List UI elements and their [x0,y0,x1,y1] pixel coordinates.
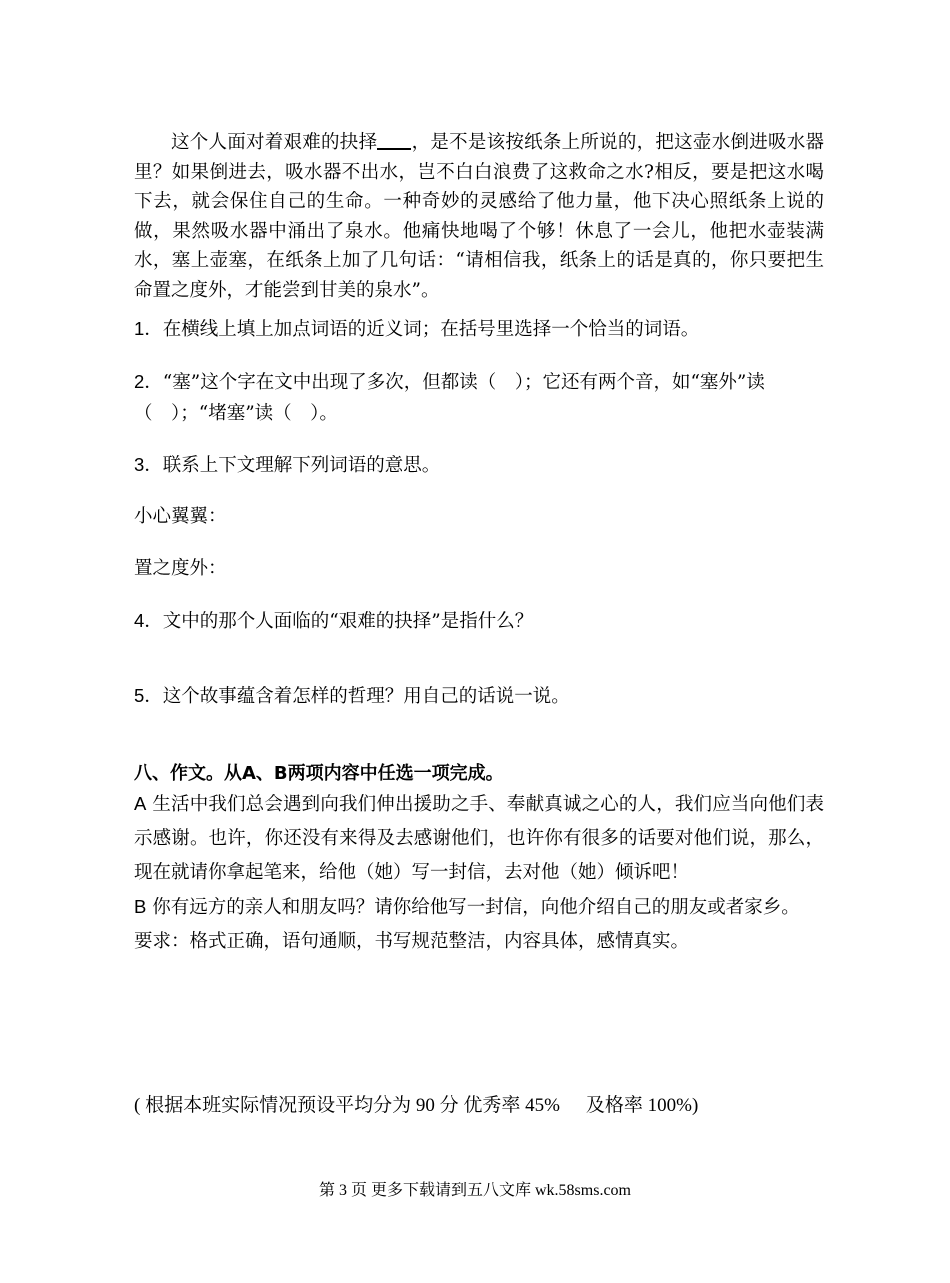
section-title: 八、作文。从A、B两项内容中任选一项完成。 [134,763,504,784]
passage-text-start: 这个人面对着艰难的抉择 [171,132,378,153]
question-1 [134,313,824,345]
question-text: 文中的那个人面临的“艰难的抉择”是指什么？ [162,611,534,632]
option-b-letter: B [134,896,147,917]
score-note-main: ( 根据本班实际情况预设平均分为 90 分 优秀率 45% [134,1095,560,1116]
term-item [134,501,824,532]
question-text: “塞”这个字在文中出现了多次，但都读（ ）；它还有两个音，如“塞外”读（ ）；“堵塞”读（ ）。 [134,372,765,424]
question-3 [134,449,824,481]
score-note-pass-rate: 及格率 100%) [585,1095,699,1116]
question-text: 这个故事蕴含着怎样的哲理？用自己的话说一说。 [162,686,570,707]
option-b [134,890,824,925]
question-number: 1． [134,318,163,339]
option-b-text: 你有远方的亲人和朋友吗？请你给他写一封信，向他介绍自己的朋友或者家乡。 [146,897,800,918]
option-a-letter: A [134,793,147,814]
score-note [134,1092,824,1120]
passage-text-rest: ，是不是该按纸条上所说的，把这壶水倒进吸水器里？如果倒进去，吸水器不出水，岂不白白浪费了这救命之水?相反，要是把这水喝下去，就会保住自己的生命。一种奇妙的灵感给了他力量，他下决心照纸条上说的做，果然吸水器中涌出了泉水。他痛快地喝了个够！休息了一会儿，他把水壶装满水，塞上壶塞，在纸条上加了几句话：“请相信我，纸条上的话是真的，你只要把生命置之度外，才能尝到甘美的泉水”。 [134,132,824,301]
term-text: 小心翼翼： [134,506,227,527]
reading-passage [134,128,824,305]
term-item [134,553,824,584]
question-text: 在横线上填上加点词语的近义词；在括号里选择一个恰当的词语。 [162,319,700,340]
question-5 [134,680,824,712]
question-number: 3． [134,454,163,475]
term-text: 置之度外： [134,558,227,579]
page-footer: 第 3 页 更多下载请到五八文库 wk.58sms.com [318,1182,631,1199]
essay-instructions [134,787,824,959]
option-a-text: 生活中我们总会遇到向我们伸出援助之手、奉献真诚之心的人，我们应当向他们表示感谢。也许，你还没有来得及去感谢他们，也许你有很多的话要对他们说，那么，现在就请你拿起笔来，给他（她）写一封信，去对他（她）倾诉吧！ [134,794,824,883]
question-number: 5． [134,685,163,706]
question-text: 联系上下文理解下列词语的意思。 [162,455,441,476]
question-number: 4． [134,610,163,631]
requirement: 要求：格式正确，语句通顺，书写规范整洁，内容具体，感情真实。 [134,931,690,952]
question-2 [134,366,824,429]
question-number: 2． [134,371,163,392]
option-a [134,787,824,890]
question-4 [134,605,824,637]
fill-in-blank [377,128,411,150]
